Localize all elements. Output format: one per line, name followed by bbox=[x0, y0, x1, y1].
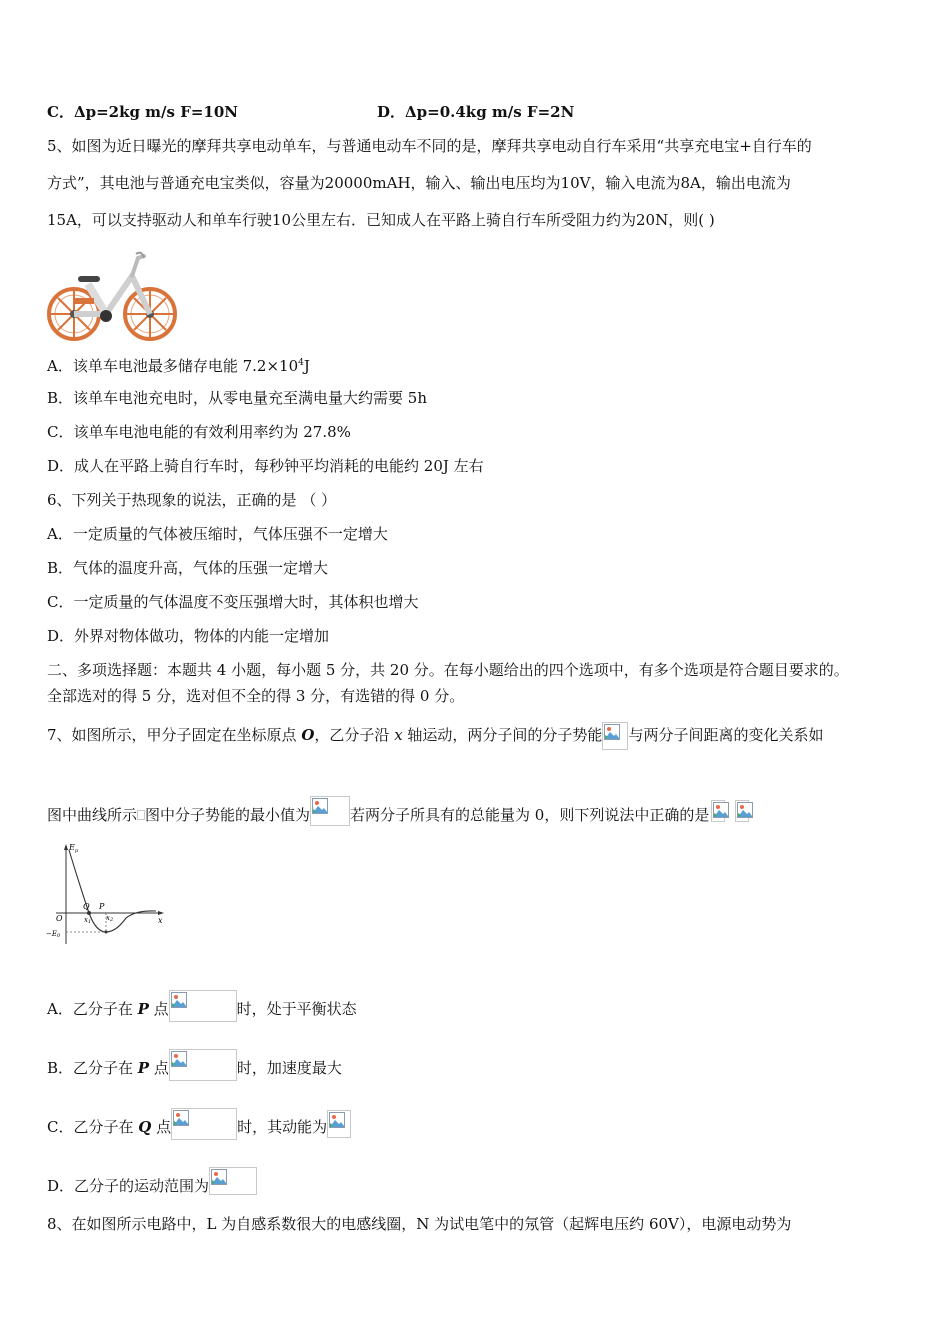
q7-option-a-text-b: 点 bbox=[148, 1000, 169, 1018]
graph-q-label: Q bbox=[83, 902, 90, 911]
q7-option-a-text: A．乙分子在 bbox=[47, 1000, 138, 1018]
q5-option-a-text: A．该单车电池最多储存电能 7.2×10 bbox=[47, 357, 299, 375]
q7-option-c-point: Q bbox=[138, 1118, 152, 1136]
q7-stem-text-d: 与两分子间距离的变化关系如 bbox=[628, 726, 824, 744]
broken-image-placeholder bbox=[209, 1167, 257, 1195]
q5-stem-line3: 15A，可以支持驱动人和单车行驶10公里左右．已知成人在平路上骑自行车所受阻力约为20N，则( ) bbox=[47, 211, 715, 229]
q7-stem-line2 bbox=[47, 796, 749, 826]
q5-stem-line2: 方式”，其电池与普通充电宝类似，容量为20000mAH，输入、输出电压均为10V，输入电流为8A，输出电流为 bbox=[47, 174, 791, 192]
q5-option-c: C．该单车电池电能的有效利用率约为 27.8% bbox=[47, 423, 351, 441]
broken-image-placeholder bbox=[310, 796, 350, 826]
broken-image-icon bbox=[713, 802, 729, 818]
q7-option-c-text: C．乙分子在 bbox=[47, 1118, 139, 1136]
graph-x1-label: x1 bbox=[84, 916, 92, 925]
broken-image-placeholder bbox=[602, 722, 628, 750]
graph-p-label: P bbox=[99, 902, 105, 911]
broken-image-placeholder bbox=[169, 990, 237, 1022]
graph-origin-label: O bbox=[56, 914, 63, 923]
bike-frame bbox=[74, 253, 150, 322]
q4-option-d: D．Δp=0.4kg m/s F=2N bbox=[377, 103, 575, 121]
bicycle-image bbox=[44, 250, 178, 342]
broken-image-placeholder bbox=[711, 800, 725, 822]
q7-axis-symbol: x bbox=[394, 726, 403, 744]
q7-stem-text-b: ，乙分子沿 bbox=[314, 726, 395, 744]
q8-stem-line1: 8、在如图所示电路中，L 为自感系数很大的电感线圈，N 为试电笔中的氖管（起辉电压约 60V），电源电动势为 bbox=[47, 1215, 792, 1233]
broken-image-icon bbox=[211, 1169, 227, 1185]
q6-option-b: B．气体的温度升高，气体的压强一定增大 bbox=[47, 559, 329, 577]
broken-image-icon bbox=[329, 1112, 345, 1128]
broken-image-icon bbox=[171, 992, 187, 1008]
q7-option-b bbox=[47, 1049, 342, 1081]
broken-image-placeholder bbox=[169, 1049, 237, 1081]
q7-stem-text-a: 7、如图所示，甲分子固定在坐标原点 bbox=[47, 726, 302, 744]
q7-option-b-text-c: 时，加速度最大 bbox=[236, 1059, 342, 1077]
q7-stem-text-f: 图中分子势能的最小值为 bbox=[145, 806, 311, 824]
broken-image-icon bbox=[171, 1051, 187, 1067]
graph-point-q bbox=[87, 911, 91, 915]
broken-image-placeholder bbox=[327, 1110, 351, 1138]
q6-stem: 6、下列关于热现象的说法，正确的是 （ ） bbox=[47, 491, 337, 509]
q7-option-a bbox=[47, 990, 357, 1022]
q7-stem-line1 bbox=[47, 722, 823, 750]
graph-min-label: −E0 bbox=[46, 930, 61, 939]
broken-image-icon bbox=[312, 798, 328, 814]
q7-stem-text-g: 若两分子所具有的总能量为 0，则下列说法中正确的是 bbox=[350, 806, 710, 824]
q7-origin-symbol: O bbox=[301, 726, 315, 744]
section2-instructions-line1: 二、多项选择题：本题共 4 小题，每小题 5 分，共 20 分。在每小题给出的四个选项中，有多个选项是符合题目要求的。 bbox=[47, 661, 849, 679]
q5-option-b: B．该单车电池充电时，从零电量充至满电量大约需要 5h bbox=[47, 389, 427, 407]
broken-image-icon bbox=[173, 1110, 189, 1126]
q7-option-a-text-c: 时，处于平衡状态 bbox=[236, 1000, 357, 1018]
q7-option-b-point: P bbox=[137, 1059, 150, 1077]
q7-option-c-text-b: 点 bbox=[151, 1118, 172, 1136]
q7-option-c-text-c: 时，其动能为 bbox=[237, 1118, 328, 1136]
q7-option-d-text: D．乙分子的运动范围为 bbox=[47, 1177, 210, 1195]
q7-option-b-text-b: 点 bbox=[149, 1059, 169, 1077]
q6-option-a: A．一定质量的气体被压缩时，气体压强不一定增大 bbox=[47, 525, 388, 543]
q7-option-d bbox=[47, 1167, 257, 1196]
graph-x2-label: x2 bbox=[106, 914, 114, 923]
q7-option-a-point: P bbox=[137, 1000, 149, 1018]
q4-option-c: C．Δp=2kg m/s F=10N bbox=[47, 103, 238, 121]
broken-image-placeholder bbox=[137, 810, 145, 820]
graph-y-label: $E_p$ bbox=[69, 843, 79, 854]
q7-option-c bbox=[47, 1108, 351, 1140]
section2-instructions-line2: 全部选对的得 5 分，选对但不全的得 3 分，有选错的得 0 分。 bbox=[47, 687, 465, 705]
graph-x-label: x bbox=[158, 916, 163, 925]
broken-image-placeholder bbox=[735, 800, 749, 822]
q5-option-a bbox=[47, 353, 310, 376]
graph-x-arrow bbox=[158, 911, 164, 915]
broken-image-icon bbox=[604, 724, 620, 740]
q6-option-d: D．外界对物体做功，物体的内能一定增加 bbox=[47, 627, 330, 645]
bike-front-wheel bbox=[125, 289, 175, 339]
q5-option-a-exponent: 4 bbox=[298, 358, 304, 368]
q7-stem-text-e: 图中曲线所示 bbox=[47, 806, 138, 824]
q5-stem-line1: 5、如图为近日曝光的摩拜共享电动单车，与普通电动车不同的是，摩拜共享电动自行车采用“共享充电宝+自行车的 bbox=[47, 137, 812, 155]
broken-image-icon bbox=[737, 802, 753, 818]
q7-option-b-text: B．乙分子在 bbox=[47, 1059, 138, 1077]
broken-image-placeholder bbox=[171, 1108, 237, 1140]
graph-point-p bbox=[105, 931, 108, 934]
q5-option-a-unit: J bbox=[303, 357, 310, 375]
q6-option-c: C．一定质量的气体温度不变压强增大时，其体积也增大 bbox=[47, 593, 419, 611]
q7-stem-text-c: 轴运动，两分子间的分子势能 bbox=[402, 726, 603, 744]
graph-y-arrow bbox=[64, 844, 68, 850]
q5-option-d: D．成人在平路上骑自行车时，每秒钟平均消耗的电能约 20J 左右 bbox=[47, 457, 484, 475]
q7-potential-energy-graph bbox=[44, 840, 170, 946]
